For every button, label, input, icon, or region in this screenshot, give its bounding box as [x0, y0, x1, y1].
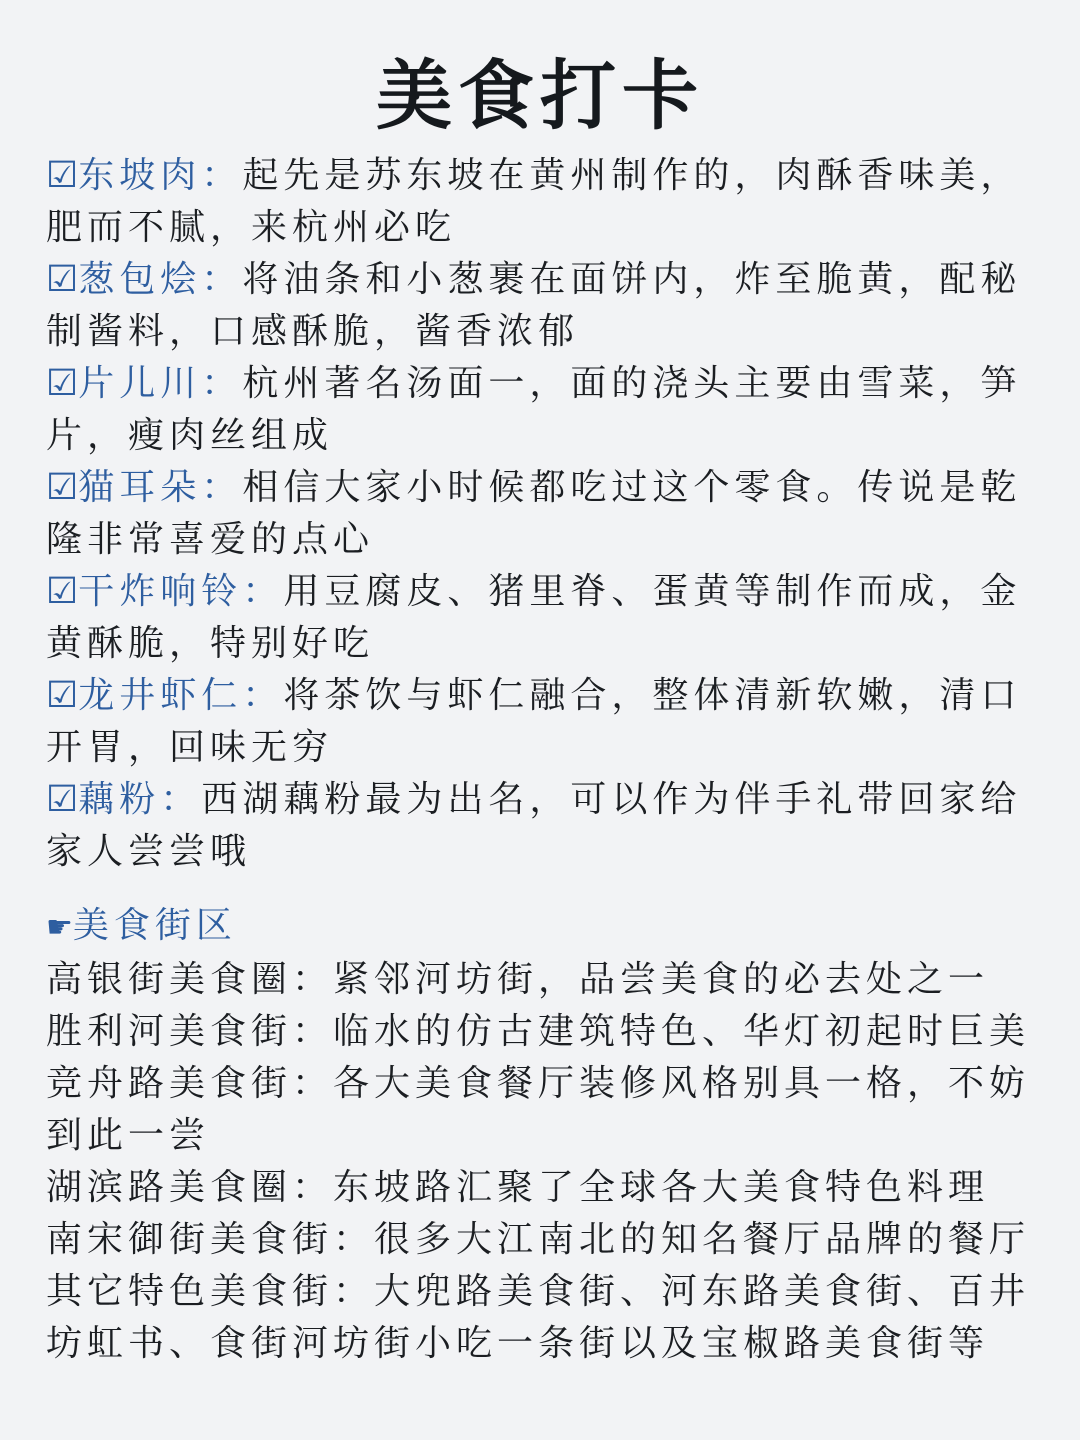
separator: ：: [242, 571, 284, 612]
section-heading: [46, 900, 1034, 954]
street-item: [46, 1214, 1034, 1266]
street-item: [46, 1266, 1034, 1370]
dish-description: 将油条和小葱裹在面饼内，炸至脆黄，配秘制酱料，口感酥脆，酱香浓郁: [46, 259, 1022, 352]
separator: ：: [333, 1219, 375, 1260]
street-item: [46, 954, 1034, 1006]
separator: ：: [201, 259, 243, 300]
food-item: [46, 670, 1034, 774]
checkbox-icon: ☑: [46, 675, 79, 716]
street-description: 临水的仿古建筑特色、华灯初起时巨美: [333, 1011, 1031, 1052]
separator: ：: [292, 1063, 334, 1104]
dish-name: 东坡肉: [78, 155, 202, 196]
dish-description: 将茶饮与虾仁融合，整体清新软嫩，清口开胃，回味无穷: [46, 675, 1022, 768]
street-description: 大兜路美食街、河东路美食街、百井坊虹书、食街河坊街小吃一条街以及宝椒路美食街等: [46, 1271, 1031, 1364]
street-item: [46, 1058, 1034, 1162]
page-title: 美食打卡: [376, 51, 704, 140]
food-list: [46, 150, 1034, 878]
street-description: 很多大江南北的知名餐厅品牌的餐厅: [374, 1219, 1031, 1260]
dish-description: 杭州著名汤面一，面的浇头主要由雪菜，笋片，瘦肉丝组成: [46, 363, 1022, 456]
street-name: 胜利河美食街: [46, 1011, 293, 1052]
separator: ：: [333, 1271, 375, 1312]
section-title: 美食街区: [72, 905, 237, 946]
street-name: 湖滨路美食圈: [46, 1167, 293, 1208]
food-item: [46, 150, 1034, 254]
separator: ：: [201, 155, 243, 196]
street-item: [46, 1162, 1034, 1214]
checkbox-icon: ☑: [46, 467, 79, 508]
dish-name: 干炸响铃: [78, 571, 243, 612]
dish-description: 西湖藕粉最为出名，可以作为伴手礼带回家给家人尝尝哦: [46, 779, 1022, 872]
street-name: 南宋御街美食街: [46, 1219, 334, 1260]
dish-name: 片儿川: [78, 363, 202, 404]
checkbox-icon: ☑: [46, 571, 79, 612]
dish-description: 用豆腐皮、猪里脊、蛋黄等制作而成，金黄酥脆，特别好吃: [46, 571, 1022, 664]
dish-description: 相信大家小时候都吃过这个零食。传说是乾隆非常喜爱的点心: [46, 467, 1022, 560]
separator: ：: [160, 779, 202, 820]
dish-name: 龙井虾仁: [78, 675, 243, 716]
separator: ：: [201, 467, 243, 508]
dish-name: 猫耳朵: [78, 467, 202, 508]
street-name: 其它特色美食街: [46, 1271, 334, 1312]
checkbox-icon: ☑: [46, 155, 79, 196]
street-description: 各大美食餐厅装修风格别具一格，不妨到此一尝: [46, 1063, 1031, 1156]
street-name: 竞舟路美食街: [46, 1063, 293, 1104]
food-item: [46, 774, 1034, 878]
checkbox-icon: ☑: [46, 259, 79, 300]
food-item: [46, 254, 1034, 358]
separator: ：: [242, 675, 284, 716]
street-item: [46, 1006, 1034, 1058]
food-item: [46, 566, 1034, 670]
separator: ：: [201, 363, 243, 404]
street-description: 紧邻河坊街，品尝美食的必去处之一: [333, 959, 990, 1000]
pointing-hand-icon: ☛: [46, 910, 73, 945]
street-list: [46, 954, 1034, 1370]
checkbox-icon: ☑: [46, 363, 79, 404]
separator: ：: [292, 959, 334, 1000]
separator: ：: [292, 1167, 334, 1208]
food-item: [46, 462, 1034, 566]
food-item: [46, 358, 1034, 462]
street-name: 高银街美食圈: [46, 959, 293, 1000]
dish-description: 起先是苏东坡在黄州制作的，肉酥香味美，肥而不腻，来杭州必吃: [46, 155, 1022, 248]
street-description: 东坡路汇聚了全球各大美食特色料理: [333, 1167, 990, 1208]
separator: ：: [292, 1011, 334, 1052]
dish-name: 藕粉: [78, 779, 161, 820]
checkbox-icon: ☑: [46, 779, 79, 820]
dish-name: 葱包烩: [78, 259, 202, 300]
